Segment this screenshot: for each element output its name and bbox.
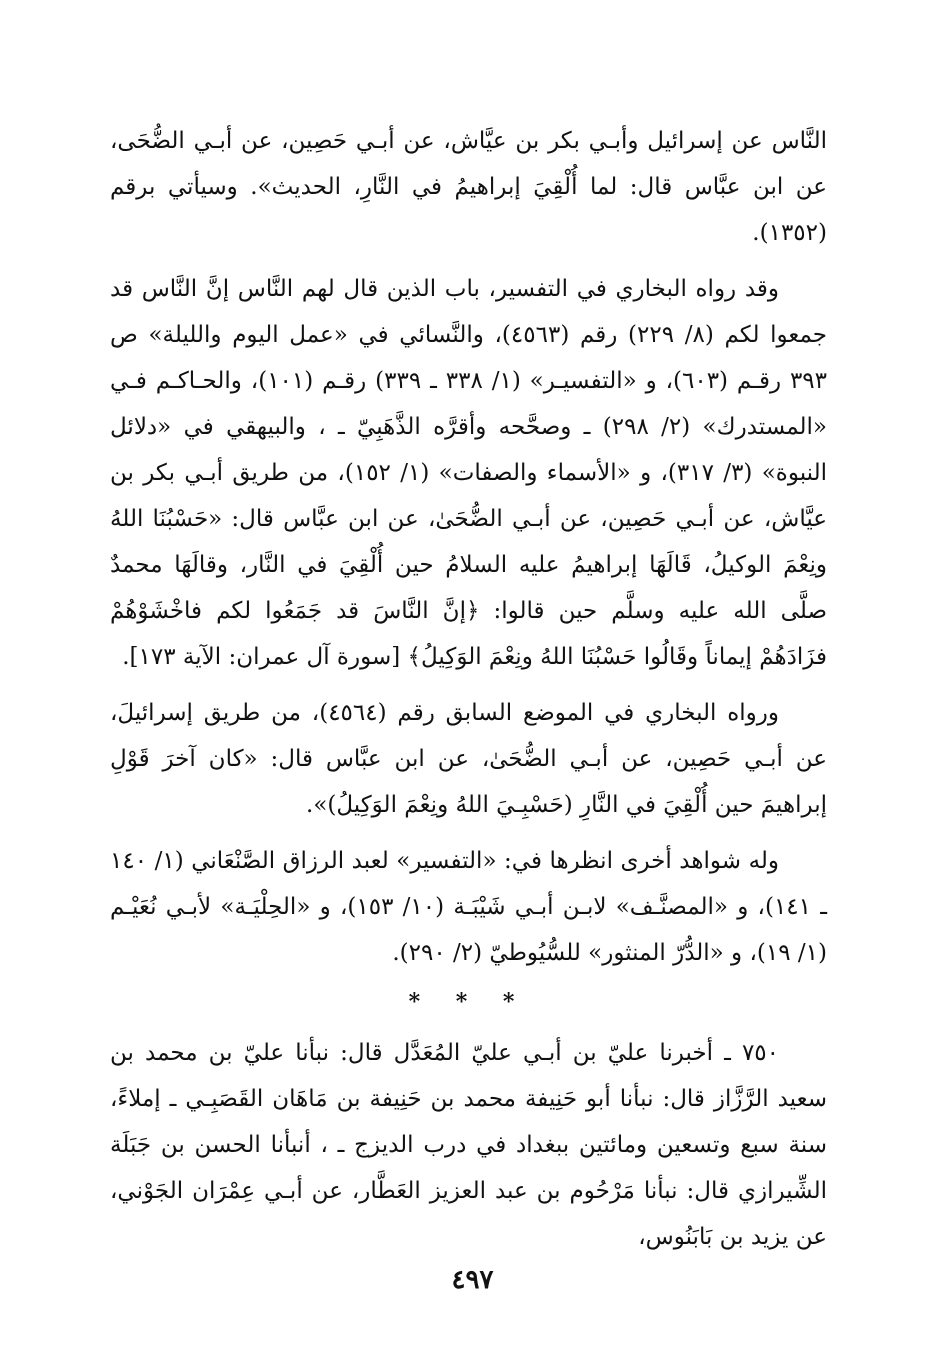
- page-number: ٤٩٧: [451, 1265, 494, 1295]
- paragraph-other-witnesses: وله شواهد أخرى انظرها في: «التفسير» لعبد الرزاق الصَّنْعَاني (١/ ١٤٠ ـ ١٤١)، و «المصنَّـف» لابـن أبـي شَيْبَـة (١٠/ ١٥٣)، و «الحِلْيَـة» لأبـي نُعَيْـم (١/ ١٩)، و «الدُّرّ المنثور» للسُّيُوطيّ (٢/ ٢٩٠).: [110, 848, 827, 966]
- paragraph-bukhari-second: ورواه البخاري في الموضع السابق رقم (٤٥٦٤)، من طريق إسرائيلَ، عن أبـي حَصِين، عن أبـي الضُّحَىٰ، عن ابن عبَّاس قال: «كان آخرَ قَوْلِ إبراهيمَ حين أُلْقِيَ في النَّارِ (حَسْبِـيَ اللهُ ونِعْمَ الوَكِيلُ)».: [110, 700, 827, 818]
- hadith-750: ٧٥٠ ـ أخبرنا عليّ بن أبـي عليّ المُعَدَّل قال: نبأنا عليّ بن محمد بن سعيد الرَّزَّاز قال: نبأنا أبو حَنِيفة محمد بن حَنِيفة بن مَاهَان القَصَبِـي ـ إملاءً، سنة سبع وتسعين ومائتين ببغداد في درب الديزج ـ ، أنبأنا الحسن بن جَبَلَة الشِّيرازي قال: نبأنا مَرْحُوم بن عبد العزيز العَطَّار، عن أبـي عِمْرَان الجَوْني، عن يزيد بن بَابَنُوس،: [110, 1040, 827, 1250]
- paragraph-bukhari-tafsir: وقد رواه البخاري في التفسير، باب الذين قال لهم النَّاس إنَّ النَّاس قد جمعوا لكم (٨/ ٢٢٩) رقم (٤٥٦٣)، والنَّسائي في «عمل اليوم والليلة» ص ٣٩٣ رقـم (٦٠٣)، و «التفسيـر» (١/ ٣٣٨ ـ ٣٣٩) رقـم (١٠١)، والحـاكـم فـي «المستدرك» (٢/ ٢٩٨) ـ وصحَّحه وأقرَّه الذَّهَبِيّ ـ ، والبيهقي في «دلائل النبوة» (٣/ ٣١٧)، و «الأسماء والصفات» (١/ ١٥٢)، من طريق أبـي بكر بن عيَّاش، عن أبـي حَصِين، عن أبـي الضُّحَىٰ، عن ابن عبَّاس قال: «حَسْبُنَا اللهُ ونِعْمَ الوكيلُ، قَالَهَا إبراهيمُ عليه السلامُ حين أُلْقِيَ في النَّار، وقالَهَا محمدٌ صلَّى الله عليه وسلَّم حين قالوا: ﴿إنَّ النَّاسَ قد جَمَعُوا لكم فاخْشَوْهُمْ فزَادَهُمْ إيماناً وقَالُوا حَسْبُنَا اللهُ ونِعْمَ الوَكِيلُ﴾ [سورة آل عمران: الآية ١٧٣].: [110, 276, 828, 670]
- section-separator: * * *: [408, 989, 529, 1015]
- paragraph-continuation: النَّاس عن إسرائيل وأبـي بكر بن عيَّاش، عن أبـي حَصِين، عن أبـي الضُّحَى، عن ابن عبَّاس قال: لما أُلْقِيَ إبراهيمُ في النَّارِ، الحديث». وسيأتي برقم (١٣٥٢).: [110, 128, 827, 246]
